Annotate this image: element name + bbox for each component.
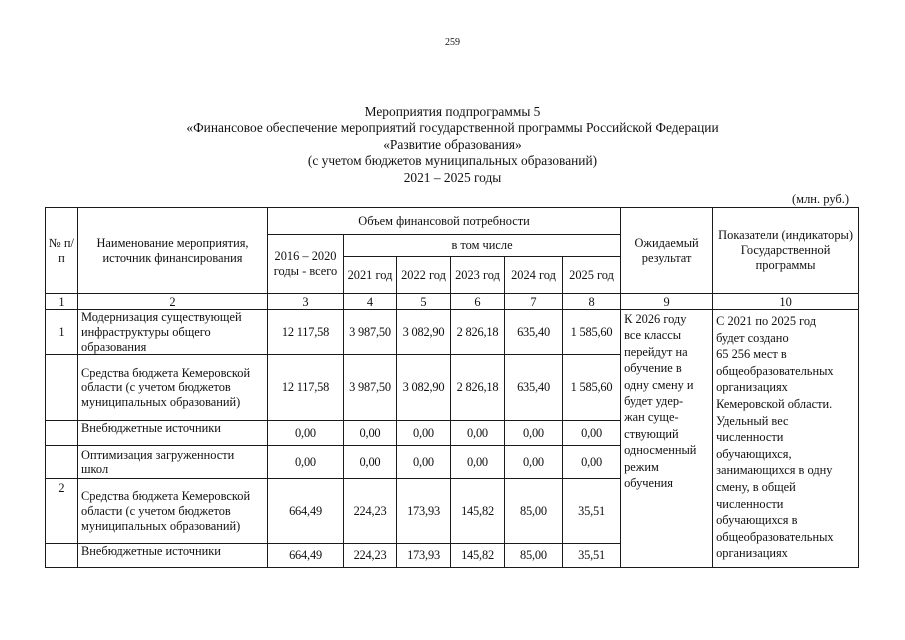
cell-2024: 85,00 xyxy=(505,479,563,544)
header-2025: 2025 год xyxy=(563,257,621,294)
title-line-4: (с учетом бюджетов муниципальных образований) xyxy=(307,153,598,169)
expected-result: К 2026 году все классы перейдут на обучение в одну смену и будет удер- жан суще- ствующий односменный режим обучения xyxy=(621,310,713,568)
row-name: Средства бюджета Кемеровской области (с учетом бюджетов муниципальных образований) xyxy=(78,355,268,421)
header-total: 2016 – 2020 годы - всего xyxy=(268,235,344,294)
column-index: 1 xyxy=(46,294,78,310)
header-row-1 xyxy=(46,208,859,235)
cell-2021: 224,23 xyxy=(344,479,397,544)
title-line-2: «Финансовое обеспечение мероприятий государственной программы Российской Федерации xyxy=(186,120,719,136)
row-number xyxy=(46,421,78,446)
cell-2022: 3 082,90 xyxy=(397,355,451,421)
cell-2025: 0,00 xyxy=(563,421,621,446)
financing-table xyxy=(45,207,859,568)
cell-2024: 85,00 xyxy=(505,544,563,568)
header-result: Ожидаемый результат xyxy=(621,208,713,294)
row-name: Внебюджетные источники xyxy=(78,544,268,568)
cell-2021: 3 987,50 xyxy=(344,310,397,355)
header-2022: 2022 год xyxy=(397,257,451,294)
cell-total: 0,00 xyxy=(268,421,344,446)
cell-2025: 35,51 xyxy=(563,479,621,544)
cell-2023: 145,82 xyxy=(451,544,505,568)
cell-2023: 2 826,18 xyxy=(451,355,505,421)
cell-2023: 0,00 xyxy=(451,421,505,446)
column-index: 4 xyxy=(344,294,397,310)
column-index: 2 xyxy=(78,294,268,310)
row-name: Оптимизация загруженности школ xyxy=(78,446,268,479)
row-name: Средства бюджета Кемеровской области (с учетом бюджетов муниципальных образований) xyxy=(78,479,268,544)
row-number: 2 xyxy=(46,479,78,544)
column-index: 9 xyxy=(621,294,713,310)
row-name: Внебюджетные источники xyxy=(78,421,268,446)
title-line-3: «Развитие образования» xyxy=(383,136,522,152)
cell-2025: 0,00 xyxy=(563,446,621,479)
units-label: (млн. руб.) xyxy=(792,192,850,206)
cell-2022: 173,93 xyxy=(397,479,451,544)
title-line-1: Мероприятия подпрограммы 5 xyxy=(364,104,541,119)
table-row xyxy=(46,310,859,355)
row-number xyxy=(46,446,78,479)
cell-2024: 0,00 xyxy=(505,446,563,479)
cell-2022: 0,00 xyxy=(397,446,451,479)
cell-2024: 0,00 xyxy=(505,421,563,446)
cell-2021: 0,00 xyxy=(344,421,397,446)
cell-2024: 635,40 xyxy=(505,355,563,421)
cell-2021: 3 987,50 xyxy=(344,355,397,421)
cell-2025: 35,51 xyxy=(563,544,621,568)
header-including: в том числе xyxy=(344,235,621,257)
header-volume: Объем финансовой потребности xyxy=(268,208,621,235)
cell-total: 664,49 xyxy=(268,544,344,568)
column-index: 8 xyxy=(563,294,621,310)
cell-2023: 145,82 xyxy=(451,479,505,544)
cell-2022: 173,93 xyxy=(397,544,451,568)
document-title xyxy=(0,104,905,186)
column-index: 10 xyxy=(713,294,859,310)
header-num: № п/п xyxy=(46,208,78,294)
header-2023: 2023 год xyxy=(451,257,505,294)
title-line-5: 2021 – 2025 годы xyxy=(403,169,502,185)
cell-2021: 0,00 xyxy=(344,446,397,479)
page-number: 259 xyxy=(445,37,460,48)
column-index-row xyxy=(46,294,859,310)
cell-total: 664,49 xyxy=(268,479,344,544)
cell-2021: 224,23 xyxy=(344,544,397,568)
column-index: 7 xyxy=(505,294,563,310)
row-number xyxy=(46,355,78,421)
cell-2022: 0,00 xyxy=(397,421,451,446)
row-number xyxy=(46,544,78,568)
indicator-text: С 2021 по 2025 год будет создано 65 256 мест в общеобразовательных организациях Кемеровской области. Удельный вес численности обучающихся, занимающихся в одну смену, в общей численности обучающихся в общеобразовательных организациях xyxy=(713,310,859,568)
cell-2025: 1 585,60 xyxy=(563,310,621,355)
cell-2025: 1 585,60 xyxy=(563,355,621,421)
header-2024: 2024 год xyxy=(505,257,563,294)
cell-2023: 0,00 xyxy=(451,446,505,479)
cell-2024: 635,40 xyxy=(505,310,563,355)
row-number: 1 xyxy=(46,310,78,355)
column-index: 3 xyxy=(268,294,344,310)
cell-total: 0,00 xyxy=(268,446,344,479)
cell-2022: 3 082,90 xyxy=(397,310,451,355)
cell-total: 12 117,58 xyxy=(268,310,344,355)
header-indicators: Показатели (индикаторы) Государственной программы xyxy=(713,208,859,294)
cell-total: 12 117,58 xyxy=(268,355,344,421)
row-name: Модернизация существующей инфраструктуры общего образования xyxy=(78,310,268,355)
header-2021: 2021 год xyxy=(344,257,397,294)
cell-2023: 2 826,18 xyxy=(451,310,505,355)
header-name: Наименование мероприятия, источник финансирования xyxy=(78,208,268,294)
column-index: 6 xyxy=(451,294,505,310)
column-index: 5 xyxy=(397,294,451,310)
